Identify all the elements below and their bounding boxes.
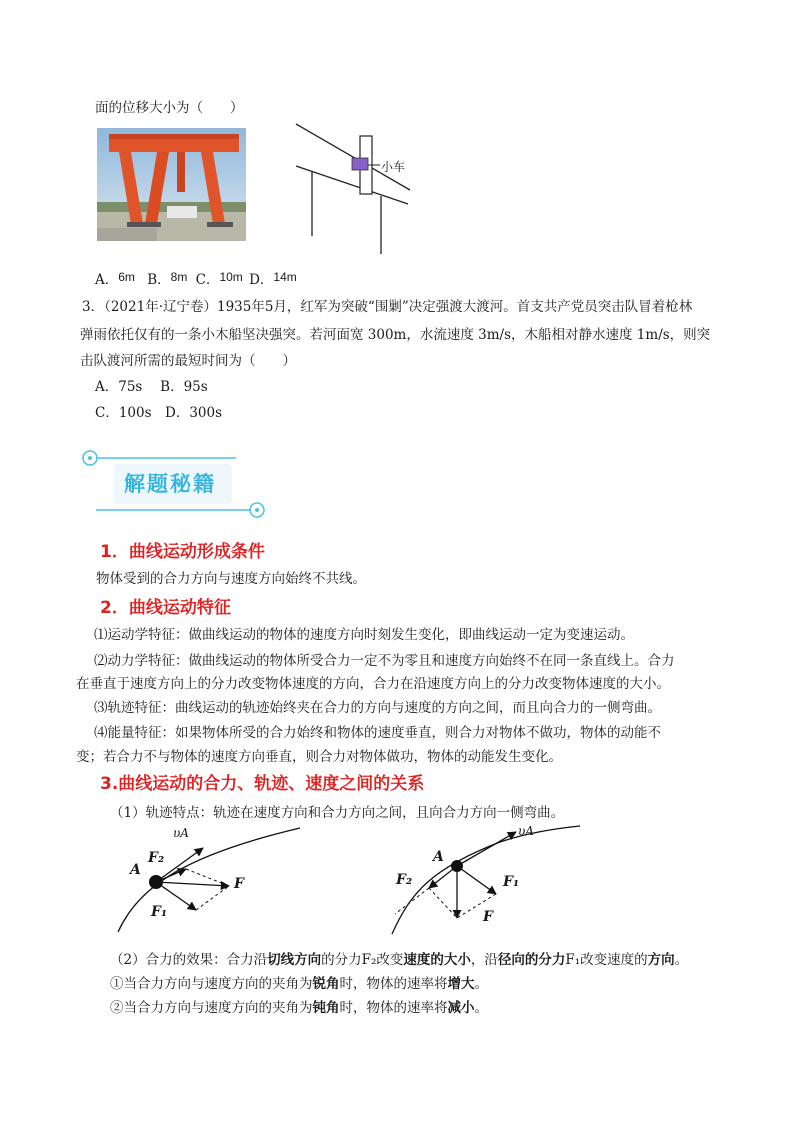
q3-options-row-2[interactable]: C．100s D．300s [95, 405, 223, 421]
label-a-right: A [433, 849, 444, 865]
q2-option-b[interactable]: B．8m [147, 270, 188, 288]
label-f1-left: F₁ [151, 904, 168, 920]
sec2-heading: 2．曲线运动特征 [100, 598, 231, 618]
banner-title: 解题秘籍 [124, 472, 216, 496]
sec1-heading: 1．曲线运动形成条件 [100, 542, 265, 562]
q2-option-c[interactable]: C．10m [195, 270, 243, 288]
q2-option-d[interactable]: D．14m [249, 270, 297, 288]
label-va-left: υA [173, 826, 189, 840]
q3-options-row-1[interactable]: A．75s B．95s [95, 379, 208, 395]
q3-line-3: 击队渡河所需的最短时间为（ ） [80, 353, 296, 369]
gantry-crane-photo [97, 128, 246, 241]
sec2-p3: ⑶轨迹特征：曲线运动的轨迹始终夹在合力的方向与速度的方向之间，而且向合力的一侧弯曲。 [94, 700, 661, 716]
label-f-right: F [483, 909, 493, 925]
river-cart-diagram [288, 120, 418, 256]
q2-option-a[interactable]: A．6m [95, 270, 135, 288]
q3-line-2: 弹雨依托仅有的一条小木船坚决强突。若河面宽 300m，水流速度 3m/s，木船相对静水速度 1m/s，则突 [80, 327, 711, 343]
q3-line-1: 3．（2021年·辽宁卷）1935年5月，红军为突破“围剿”决定强渡大渡河。首支共产党员突击队冒着枪林 [82, 299, 693, 315]
sec3-heading: 3.曲线运动的合力、轨迹、速度之间的关系 [100, 774, 425, 794]
label-f2-right: F₂ [396, 872, 413, 888]
label-f2-left: F₂ [148, 850, 165, 866]
sec3-p1: （1）轨迹特点：轨迹在速度方向和合力方向之间，且向合力方向一侧弯曲。 [110, 805, 565, 821]
sec2-p2b: 在垂直于速度方向上的分力改变物体速度的方向，合力在沿速度方向上的分力改变物体速度的大小。 [76, 676, 670, 692]
label-a-left: A [130, 862, 141, 878]
label-xiaoche: 小车 [381, 160, 406, 174]
sec1-body: 物体受到的合力方向与速度方向始终不共线。 [96, 571, 366, 587]
sec2-p2a: ⑵动力学特征：做曲线运动的物体所受合力一定不为零且和速度方向始终不在同一条直线上。合力 [94, 653, 675, 669]
label-f1-right: F₁ [503, 874, 520, 890]
sec3-p2: （2）合力的效果：合力沿切线方向的分力F₂改变速度的大小，沿径向的分力F₁改变速度的方向。 [110, 952, 689, 968]
sec3-case-obtuse: ②当合力方向与速度方向的夹角为钝角时，物体的速率将减小。 [110, 1000, 488, 1016]
sec2-p4a: ⑷能量特征：如果物体所受的合力始终和物体的速度垂直，则合力对物体不做功，物体的动能不 [94, 725, 661, 741]
label-va-right: υA [518, 824, 534, 838]
sec3-case-acute: ①当合力方向与速度方向的夹角为锐角时，物体的速率将增大。 [110, 976, 488, 992]
label-f-left: F [234, 876, 244, 892]
sec2-p4b: 变；若合力不与物体的速度方向垂直，则合力对物体做功，物体的动能发生变化。 [76, 749, 562, 765]
force-diagrams [100, 824, 600, 940]
q2-options [95, 268, 297, 288]
sec2-p1: ⑴运动学特征：做曲线运动的物体的速度方向时刻发生变化，即曲线运动一定为变速运动。 [94, 627, 634, 643]
q2-stem-tail: 面的位移大小为（ ） [95, 100, 244, 116]
